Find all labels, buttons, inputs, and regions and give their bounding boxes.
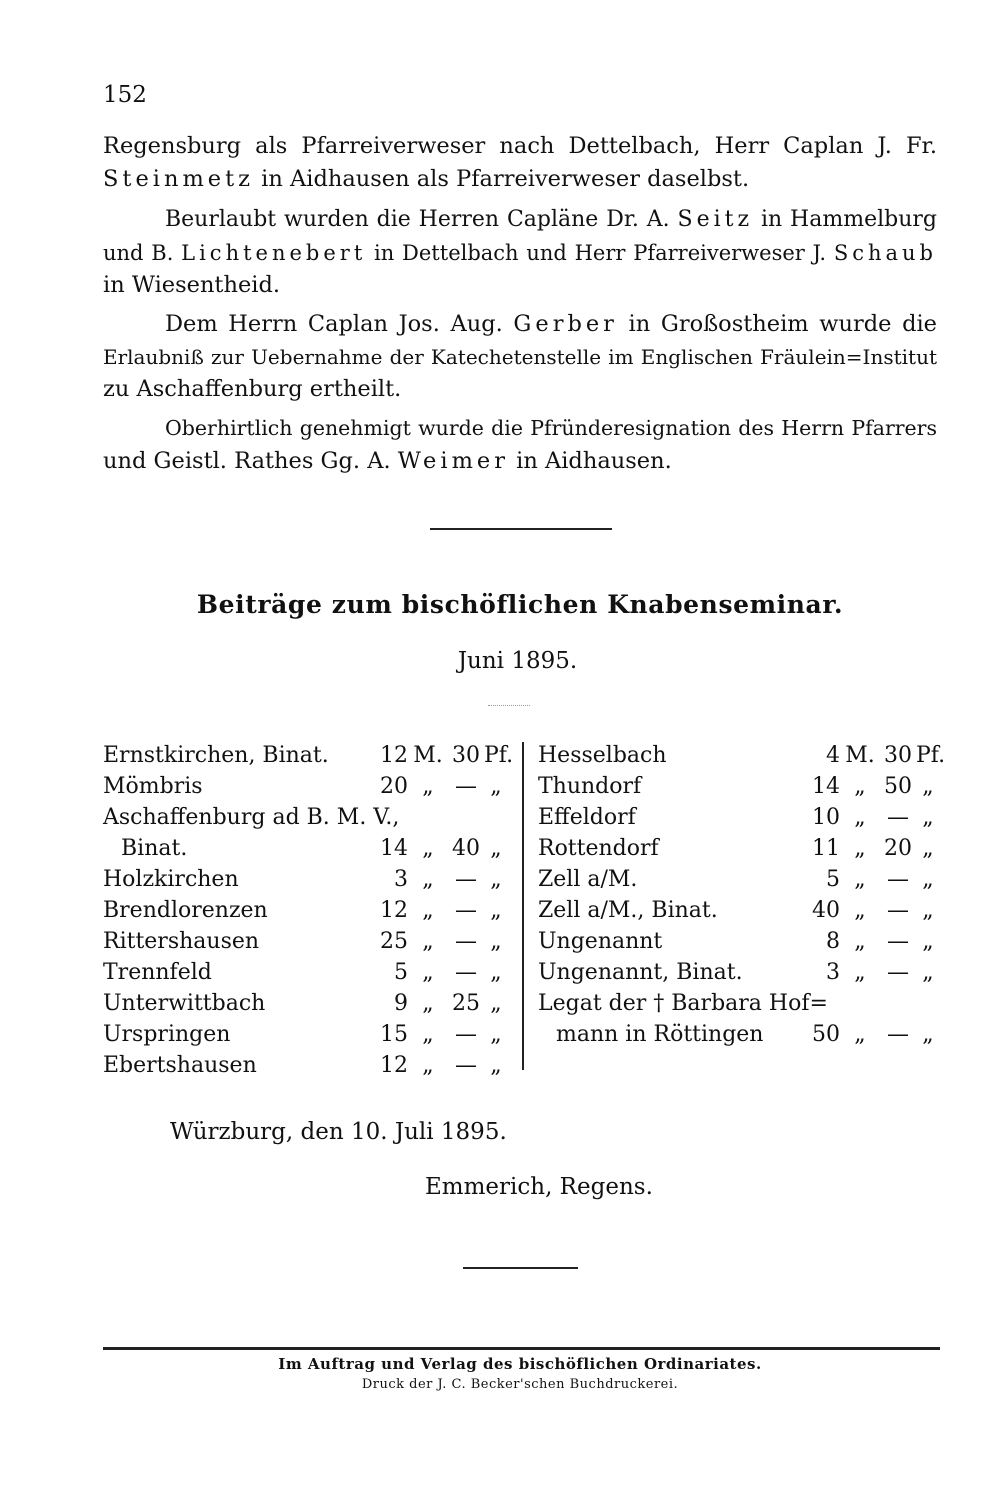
amount-marks: 15 [380, 1022, 408, 1047]
contribution-amount [806, 926, 940, 957]
text-run: in Großostheim wurde die [617, 311, 937, 337]
contribution-name: Holzkirchen [103, 867, 239, 892]
contribution-row [538, 833, 940, 864]
spaced-name: Lichtenebert [181, 240, 367, 265]
paragraph-line [103, 163, 937, 196]
amount-pfennig: 25 [452, 991, 480, 1016]
contribution-name: Thundorf [538, 774, 642, 799]
contribution-amount [374, 895, 508, 926]
contribution-row [103, 771, 508, 802]
unit-mark: „ [422, 960, 434, 985]
section-title: Beiträge zum bischöflichen Knabenseminar. [196, 590, 844, 619]
amount-pfennig: 20 [884, 836, 912, 861]
amount-pfennig: — [887, 867, 909, 892]
contribution-amount [374, 1019, 508, 1050]
text-run: zu Aschaffenburg ertheilt. [103, 376, 402, 402]
contribution-amount [374, 740, 514, 771]
paragraph-line [103, 412, 937, 445]
contribution-row [103, 895, 508, 926]
contribution-name: Binat. [121, 836, 188, 861]
amount-pfennig: 30 [884, 743, 912, 768]
amount-pfennig: — [455, 774, 477, 799]
contribution-amount [806, 864, 940, 895]
contribution-amount [806, 895, 940, 926]
paragraph-line [103, 445, 937, 478]
contribution-amount [374, 833, 508, 864]
signature-name: Emmerich, Regens. [425, 1174, 653, 1200]
contribution-row [103, 1019, 508, 1050]
section-divider-bottom [463, 1267, 578, 1269]
contribution-name: Zell a/M. [538, 867, 638, 892]
contribution-name: Brendlorenzen [103, 898, 268, 923]
amount-pfennig: — [455, 1022, 477, 1047]
paragraph [103, 204, 937, 302]
contribution-name: Trennfeld [103, 960, 212, 985]
contribution-name: Ernstkirchen, Binat. [103, 743, 329, 768]
unit-mark: „ [854, 898, 866, 923]
contribution-name: Zell a/M., Binat. [538, 898, 718, 923]
amount-pfennig: — [455, 960, 477, 985]
amount-marks: 12 [380, 1053, 408, 1078]
contribution-amount [806, 833, 940, 864]
contribution-name: Urspringen [103, 1022, 231, 1047]
amount-marks: 9 [394, 991, 408, 1016]
contribution-row [538, 926, 940, 957]
unit-pfennig: „ [490, 960, 502, 985]
amount-marks: 3 [826, 960, 840, 985]
unit-pfennig: Pf. [484, 743, 514, 768]
amount-marks: 3 [394, 867, 408, 892]
amount-marks: 40 [812, 898, 840, 923]
unit-mark: „ [422, 867, 434, 892]
unit-mark: „ [854, 960, 866, 985]
contribution-amount [374, 988, 508, 1019]
amount-pfennig: — [455, 1053, 477, 1078]
amount-marks: 25 [380, 929, 408, 954]
paragraph [103, 412, 937, 477]
paragraph-line [103, 204, 937, 237]
text-run: in Aidhausen als Pfarreiverweser daselbst. [254, 165, 750, 192]
unit-mark: „ [422, 929, 434, 954]
amount-pfennig: — [887, 805, 909, 830]
paragraph-line [103, 269, 937, 302]
unit-pfennig: „ [922, 1022, 934, 1047]
unit-mark: „ [854, 929, 866, 954]
unit-pfennig: „ [490, 1053, 502, 1078]
spaced-name: Weimer [397, 447, 509, 474]
contribution-row [538, 895, 940, 926]
contribution-name: Legat der † Barbara Hof= [538, 991, 828, 1016]
unit-pfennig: „ [490, 774, 502, 799]
contribution-row [103, 802, 508, 833]
contribution-name: mann in Röttingen [556, 1022, 764, 1047]
contribution-row [538, 988, 940, 1019]
contribution-row [538, 740, 946, 771]
unit-mark: „ [854, 867, 866, 892]
amount-pfennig: — [887, 1022, 909, 1047]
amount-marks: 12 [380, 898, 408, 923]
contribution-name: Effeldorf [538, 805, 636, 830]
unit-pfennig: „ [490, 867, 502, 892]
spaced-name: Steinmetz [103, 165, 255, 192]
amount-marks: 5 [394, 960, 408, 985]
contribution-row [103, 740, 514, 771]
unit-mark: „ [422, 1022, 434, 1047]
amount-marks: 14 [380, 836, 408, 861]
unit-pfennig: Pf. [916, 743, 946, 768]
contribution-amount [374, 1050, 508, 1081]
amount-pfennig: 30 [452, 743, 480, 768]
contribution-name: Ungenannt, Binat. [538, 960, 743, 985]
text-run: Oberhirtlich genehmigt wurde die Pfründeresignation des Herrn Pfarrers [165, 416, 937, 440]
text-run: Beurlaubt wurden die Herren Capläne Dr. A. [165, 207, 678, 232]
unit-mark: „ [854, 774, 866, 799]
contribution-row [538, 864, 940, 895]
spaced-name: Schaub [833, 240, 937, 265]
contribution-name: Unterwittbach [103, 991, 266, 1016]
contribution-amount [806, 1019, 940, 1050]
contribution-name: Mömbris [103, 774, 203, 799]
page-number: 152 [103, 82, 147, 108]
contribution-row [103, 988, 508, 1019]
contributions-right-column [538, 740, 946, 1050]
contribution-name: Hesselbach [538, 743, 667, 768]
unit-mark: „ [854, 805, 866, 830]
paragraph-line [103, 373, 937, 406]
amount-marks: 20 [380, 774, 408, 799]
unit-pfennig: „ [922, 898, 934, 923]
unit-pfennig: „ [490, 929, 502, 954]
unit-pfennig: „ [922, 774, 934, 799]
text-run: in Aidhausen. [508, 447, 672, 474]
amount-pfennig: — [887, 960, 909, 985]
contribution-row [103, 864, 508, 895]
column-divider [522, 742, 524, 1070]
amount-marks: 10 [812, 805, 840, 830]
unit-mark: „ [422, 836, 434, 861]
text-run: und B. [103, 240, 182, 265]
unit-pfennig: „ [922, 836, 934, 861]
paragraph [103, 130, 937, 195]
contribution-row [538, 957, 940, 988]
signature-place-date: Würzburg, den 10. Juli 1895. [170, 1119, 507, 1145]
unit-mark: „ [854, 1022, 866, 1047]
dotted-ornament [488, 705, 530, 706]
footer-publisher: Im Auftrag und Verlag des bischöflichen Ordinariates. [278, 1355, 762, 1373]
contributions-left-column [103, 740, 514, 1081]
footer-printer: Druck der J. C. Becker'schen Buchdruckerei. [361, 1377, 679, 1392]
text-run: in Hammelburg [753, 207, 937, 232]
amount-marks: 50 [812, 1022, 840, 1047]
unit-pfennig: „ [490, 1022, 502, 1047]
contribution-row [103, 926, 508, 957]
spaced-name: Seitz [677, 207, 754, 232]
unit-pfennig: „ [490, 836, 502, 861]
contribution-amount [374, 957, 508, 988]
contribution-amount [374, 771, 508, 802]
paragraph [103, 308, 937, 406]
unit-mark: „ [422, 991, 434, 1016]
amount-marks: 8 [826, 929, 840, 954]
amount-marks: 4 [826, 743, 840, 768]
paragraph-line [103, 308, 937, 341]
paragraph-line [103, 130, 937, 163]
amount-pfennig: — [887, 929, 909, 954]
unit-mark: M. [845, 743, 875, 768]
contribution-name: Rittershausen [103, 929, 260, 954]
contribution-row [103, 957, 508, 988]
unit-pfennig: „ [922, 805, 934, 830]
contribution-row [538, 1019, 940, 1050]
text-run: Dem Herrn Caplan Jos. Aug. [165, 311, 514, 337]
paragraph-line [103, 341, 937, 374]
paragraph-line [103, 237, 937, 270]
spaced-name: Gerber [513, 311, 618, 337]
contribution-row [538, 771, 940, 802]
unit-mark: „ [422, 898, 434, 923]
amount-pfennig: — [455, 898, 477, 923]
contribution-row [538, 802, 940, 833]
unit-pfennig: „ [922, 867, 934, 892]
contribution-amount [806, 957, 940, 988]
contribution-amount [806, 802, 940, 833]
amount-marks: 5 [826, 867, 840, 892]
contribution-name: Rottendorf [538, 836, 659, 861]
contribution-amount [806, 740, 946, 771]
amount-pfennig: — [887, 898, 909, 923]
text-run: in Wiesentheid. [103, 272, 281, 298]
contribution-row [103, 833, 508, 864]
amount-marks: 11 [812, 836, 840, 861]
section-month: Juni 1895. [457, 648, 578, 674]
amount-marks: 14 [812, 774, 840, 799]
amount-pfennig: — [455, 929, 477, 954]
contribution-amount [374, 864, 508, 895]
footer-rule [103, 1347, 940, 1350]
unit-mark: „ [422, 1053, 434, 1078]
text-run: Regensburg als Pfarreiverweser nach Dettelbach, Herr Caplan J. Fr. [103, 133, 937, 159]
unit-mark: „ [854, 836, 866, 861]
contribution-name: Aschaffenburg ad B. M. V., [103, 805, 400, 830]
unit-mark: „ [422, 774, 434, 799]
amount-pfennig: 40 [452, 836, 480, 861]
unit-pfennig: „ [922, 960, 934, 985]
amount-marks: 12 [380, 743, 408, 768]
text-run: Erlaubniß zur Uebernahme der Katechetenstelle im Englischen Fräulein=Institut [103, 344, 937, 369]
unit-mark: M. [413, 743, 443, 768]
amount-pfennig: — [455, 867, 477, 892]
contribution-name: Ungenannt [538, 929, 663, 954]
text-run: und Geistl. Rathes Gg. A. [103, 447, 398, 474]
contribution-row [103, 1050, 508, 1081]
contribution-amount [806, 771, 940, 802]
contribution-amount [374, 926, 508, 957]
amount-pfennig: 50 [884, 774, 912, 799]
unit-pfennig: „ [490, 991, 502, 1016]
text-run: in Dettelbach und Herr Pfarreiverweser J. [366, 240, 834, 265]
unit-pfennig: „ [490, 898, 502, 923]
contribution-name: Ebertshausen [103, 1053, 257, 1078]
section-divider-top [430, 528, 612, 530]
unit-pfennig: „ [922, 929, 934, 954]
